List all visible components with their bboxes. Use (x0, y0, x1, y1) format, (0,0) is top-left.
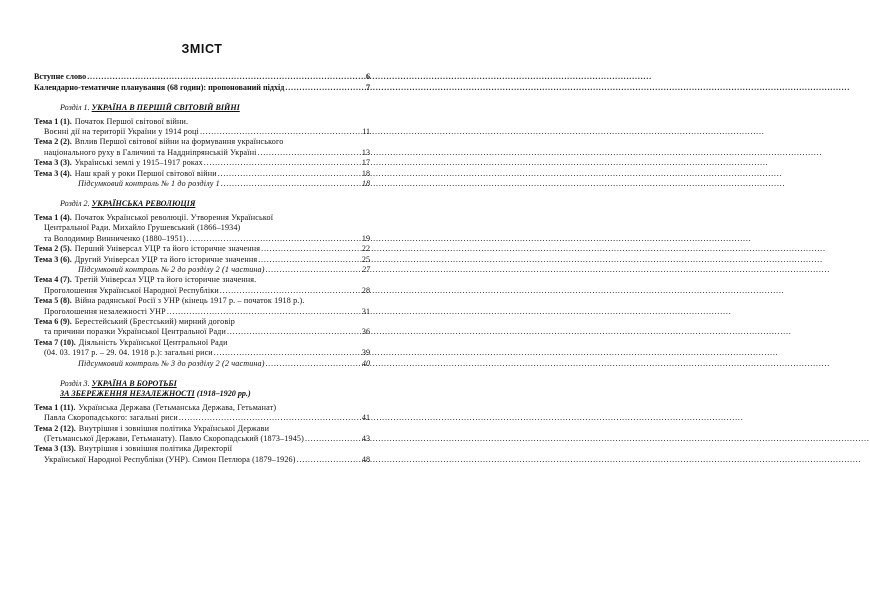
entry-title: Початок Першої світової війни. (74, 116, 189, 126)
entry-text (34, 169, 217, 179)
entry-text (34, 244, 260, 254)
leader-dots (167, 307, 361, 317)
entry-text (44, 148, 257, 158)
entry-line (34, 338, 370, 348)
topic-number: Тема 6 (9). (34, 316, 72, 326)
entry-text (44, 307, 166, 317)
leader-dots (297, 455, 361, 465)
page-number: 18 (361, 179, 370, 189)
page-number: 41 (361, 413, 370, 423)
entry-title: Української Народної Республіки (УНР). Симон Петлюра (1879–1926) (44, 454, 296, 464)
page-number: 19 (361, 233, 370, 243)
toc-entry-control[interactable] (34, 179, 370, 189)
topic-number: Тема 4 (7). (34, 275, 72, 285)
entry-line (34, 213, 370, 223)
page-number: 13 (361, 147, 370, 157)
topic-number: Тема 3 (13). (34, 444, 76, 454)
page-number: 31 (361, 306, 370, 316)
entry-line (34, 117, 370, 127)
entry-line (34, 265, 370, 275)
topic-number: Тема 1 (1). (34, 116, 72, 126)
entry-title: Третій Універсал УЦР та його історичне значення. (74, 275, 257, 285)
toc-entry-topic[interactable] (34, 317, 370, 338)
entry-line (34, 444, 370, 454)
toc-entry-topic[interactable] (34, 244, 370, 254)
page-number: 17 (361, 158, 370, 168)
entry-title: Проголошення незалежності УНР (44, 306, 166, 316)
topic-number: Тема 5 (8). (34, 296, 72, 306)
entry-text (44, 234, 186, 244)
entry-title: Підсумковий контроль № 2 до розділу 2 (1 частина) (78, 264, 265, 274)
entry-line (34, 434, 370, 444)
toc-entry-control[interactable] (34, 265, 370, 275)
topic-number: Тема 1 (4). (34, 212, 72, 222)
leader-dots (187, 234, 361, 244)
entry-title: національного руху в Галичині та Наддніпрянській Україні (44, 147, 257, 157)
entry-line (34, 317, 370, 327)
entry-title: Підсумковий контроль № 3 до розділу 2 (2 частина) (78, 358, 265, 368)
toc-entry-topic[interactable] (34, 403, 370, 424)
entry-title: Українська Держава (Гетьманська Держава, Гетьманат) (78, 402, 277, 412)
entry-title: Діяльність Української Центральної Ради (78, 337, 228, 347)
toc-entry-topic[interactable] (34, 275, 370, 296)
toc-entry-calendar[interactable] (34, 83, 370, 93)
entry-text (34, 255, 257, 265)
section-heading (34, 379, 370, 389)
entry-text (44, 413, 178, 423)
entry-text (78, 359, 265, 369)
leader-dots (200, 127, 361, 137)
section-label: Розділ 3. (60, 378, 92, 388)
leader-dots (221, 179, 361, 189)
leader-dots (258, 255, 361, 265)
entry-line (34, 127, 370, 137)
leader-dots (285, 83, 365, 93)
leader-dots (266, 265, 361, 275)
entry-line (34, 403, 370, 413)
entry-line (34, 179, 370, 189)
entry-title: Берестейський (Брестський) мирний договір (74, 316, 235, 326)
section-heading-cont (34, 389, 370, 399)
section-title: УКРАЇНА В ПЕРШІЙ СВІТОВІЙ ВІЙНІ (91, 103, 240, 113)
entry-text: Календарно-тематичне планування (68 годин): пропонований підхід (34, 82, 285, 92)
page-number: 40 (361, 358, 370, 368)
page-number: 7 (365, 82, 370, 92)
entry-title: (04. 03. 1917 р. – 29. 04. 1918 р.): загальні риси (44, 348, 213, 358)
page-number: 39 (361, 348, 370, 358)
leader-dots (87, 72, 365, 82)
entry-line (34, 255, 370, 265)
toc-entry-topic[interactable] (34, 296, 370, 317)
leader-dots (179, 413, 361, 423)
page-number: 28 (361, 285, 370, 295)
entry-line (34, 148, 370, 158)
entry-line (34, 296, 370, 306)
entry-title: та причини поразки Української Центральної Ради (44, 327, 226, 337)
entry-text (44, 327, 226, 337)
leader-dots (258, 148, 361, 158)
entry-line (34, 286, 370, 296)
page-number: 43 (361, 434, 370, 443)
topic-number: Тема 3 (4). (34, 168, 72, 178)
entry-text (44, 127, 199, 137)
entry-text (78, 179, 220, 189)
toc-entry-intro[interactable] (34, 72, 370, 82)
toc-entry-topic[interactable] (34, 338, 370, 359)
toc-entry-topic[interactable] (34, 424, 370, 445)
entry-title: Другий Універсал УЦР та його історичне значення (74, 254, 258, 264)
topic-number: Тема 7 (10). (34, 337, 76, 347)
entry-line (34, 223, 370, 233)
entry-title: та Володимир Винниченко (1880–1951) (44, 233, 186, 243)
section-years: (1918–1920 рр.) (194, 389, 251, 399)
toc-page (0, 0, 420, 596)
toc-entry-topic[interactable] (34, 444, 370, 465)
leader-dots (305, 434, 361, 444)
section-heading (34, 199, 370, 209)
entry-line (34, 359, 370, 369)
entry-title: Війна радянської Росії з УНР (кінець 1917 р. – початок 1918 р.). (74, 296, 305, 306)
topic-number: Тема 2 (2). (34, 137, 72, 147)
topic-number: Тема 3 (3). (34, 158, 72, 168)
leader-dots (214, 348, 361, 358)
entry-text (78, 265, 265, 275)
page-number: 48 (361, 454, 370, 464)
entry-title: Проголошення Української Народної Республіки (44, 285, 219, 295)
section-title: ЗА ЗБЕРЕЖЕННЯ НЕЗАЛЕЖНОСТІ (60, 389, 195, 399)
leader-dots (266, 359, 361, 369)
entry-title: Вплив Першої світової війни на формування українського (74, 137, 284, 147)
page-number: 25 (361, 254, 370, 264)
section-label: Розділ 2. (60, 199, 92, 209)
entry-title: Внутрішня і зовнішня політика Української Держави (78, 423, 270, 433)
page-number: 11 (362, 127, 370, 137)
topic-number: Тема 2 (12). (34, 423, 76, 433)
entry-title: Центральної Ради. Михайло Грушевський (1866–1934) (44, 223, 241, 233)
section-label: Розділ 1. (60, 103, 92, 113)
toc-entry-control[interactable] (34, 359, 370, 369)
section-title: УКРАЇНА В БОРОТЬБІ (91, 378, 177, 388)
toc-entry-topic[interactable] (34, 137, 370, 158)
entry-text (44, 434, 304, 444)
topic-number: Тема 2 (5). (34, 244, 72, 254)
entry-title: Підсумковий контроль № 1 до розділу 1 (78, 179, 220, 189)
entry-line (34, 169, 370, 179)
section-heading (34, 103, 370, 113)
page-number: 18 (361, 168, 370, 178)
entry-text (34, 158, 203, 168)
entry-title: Наш край у роки Першої світової війни (74, 168, 217, 178)
leader-dots (218, 169, 361, 179)
page-title: ЗМІСТ (181, 42, 223, 56)
entry-line (34, 413, 370, 423)
leader-dots (204, 158, 361, 168)
entry-line (34, 455, 370, 465)
toc-entry-topic[interactable] (34, 117, 370, 138)
leader-dots (227, 327, 361, 337)
entry-text: Вступне слово (34, 72, 87, 82)
page-number: 6 (365, 72, 370, 82)
entry-text (44, 348, 213, 358)
entry-line (34, 234, 370, 244)
section-title: УКРАЇНСЬКА РЕВОЛЮЦІЯ (91, 199, 196, 209)
entry-text (44, 455, 296, 465)
entry-line (34, 275, 370, 285)
toc-entry-topic[interactable] (34, 255, 370, 265)
entry-line (34, 348, 370, 358)
toc-entry-topic[interactable] (34, 169, 370, 179)
leader-dots (220, 286, 361, 296)
topic-number: Тема 3 (6). (34, 254, 72, 264)
entry-text (44, 286, 219, 296)
page-number: 27 (361, 264, 370, 274)
entry-title: Перший Універсал УЦР та його історичне значення (74, 244, 261, 254)
entry-title: Внутрішня і зовнішня політика Директорії (78, 444, 233, 454)
entry-line (34, 327, 370, 337)
entry-line (34, 307, 370, 317)
leader-dots (261, 244, 361, 254)
entry-title: (Гетьманської Держави, Гетьманату). Павло Скоропадський (1873–1945) (44, 434, 304, 443)
entry-line (34, 424, 370, 434)
entry-title: Павла Скоропадського: загальні риси (44, 413, 178, 423)
entry-title: Воєнні дії на території України у 1914 році (44, 127, 199, 137)
entry-line (34, 137, 370, 147)
page-number: 22 (361, 244, 370, 254)
intro-list (34, 72, 370, 93)
topic-number: Тема 1 (11). (34, 402, 76, 412)
toc-entry-topic[interactable] (34, 158, 370, 168)
toc-entry-topic[interactable] (34, 213, 370, 244)
entry-title: Початок Української революції. Утворення Української (74, 212, 274, 222)
entry-line (34, 244, 370, 254)
sections-container (34, 103, 370, 465)
page-number: 36 (361, 327, 370, 337)
entry-title: Українські землі у 1915–1917 роках (74, 158, 203, 168)
entry-line (34, 158, 370, 168)
